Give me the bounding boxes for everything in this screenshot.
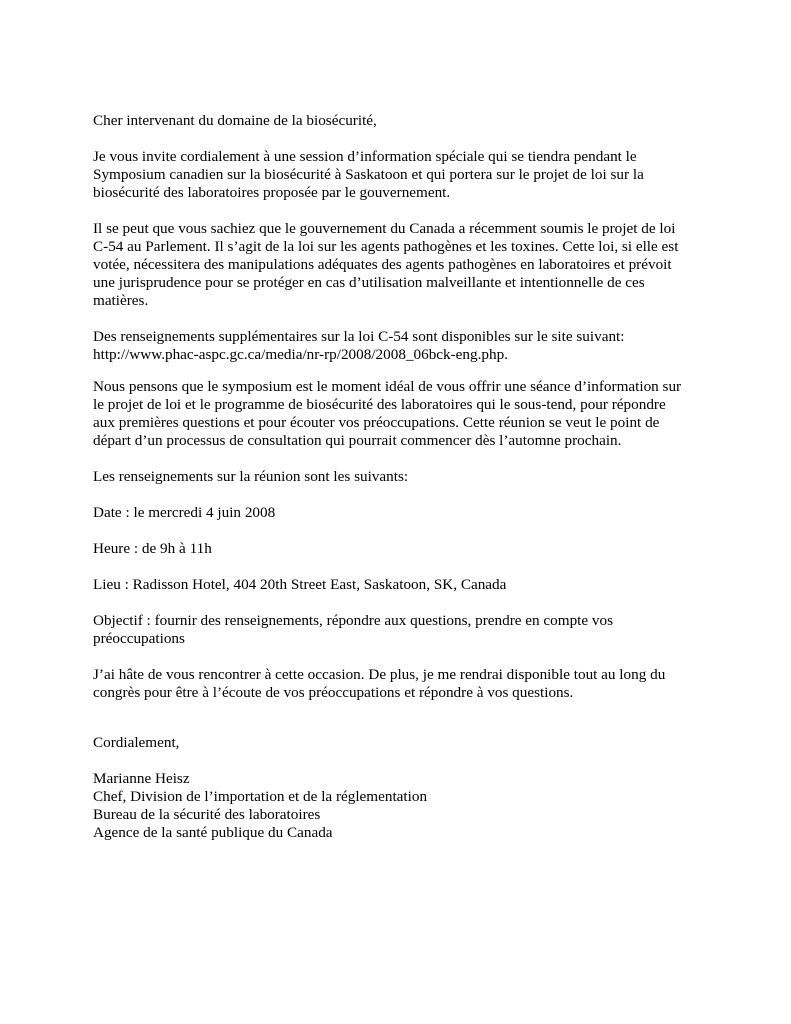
text-line: départ d’un processus de consultation qui pourrait commencer dès l’automne prochain.	[93, 432, 622, 449]
signature-bureau: Bureau de la sécurité des laboratoires	[93, 806, 321, 823]
text-line: Des renseignements supplémentaires sur la loi C-54 sont disponibles sur le site suivant:	[93, 328, 625, 345]
text-line: biosécurité des laboratoires proposée par le gouvernement.	[93, 184, 451, 201]
salutation: Cordialement,	[93, 734, 180, 751]
text-line: J’ai hâte de vous rencontrer à cette occasion. De plus, je me rendrai disponible tout au long du	[93, 666, 666, 683]
meeting-intro: Les renseignements sur la réunion sont les suivants:	[93, 468, 409, 485]
meeting-objective	[93, 612, 723, 648]
signature-agency: Agence de la santé publique du Canada	[93, 824, 333, 841]
text-line: Symposium canadien sur la biosécurité à Saskatoon et qui portera sur le projet de loi sur la	[93, 166, 644, 183]
text-line: C-54 au Parlement. Il s’agit de la loi sur les agents pathogènes et les toxines. Cette loi, si elle est	[93, 238, 679, 255]
letter-body	[93, 112, 723, 842]
more-info-paragraph	[93, 328, 723, 364]
meeting-date: Date : le mercredi 4 juin 2008	[93, 504, 276, 521]
greeting: Cher intervenant du domaine de la biosécurité,	[93, 112, 377, 129]
text-line: Objectif : fournir des renseignements, répondre aux questions, prendre en compte vos	[93, 612, 614, 629]
text-line: congrès pour être à l’écoute de vos préoccupations et répondre à vos questions.	[93, 684, 574, 701]
meeting-time: Heure : de 9h à 11h	[93, 540, 212, 557]
signature-name: Marianne Heisz	[93, 770, 190, 787]
invitation-paragraph	[93, 148, 723, 202]
text-line: le projet de loi et le programme de biosécurité des laboratoires qui le sous-tend, pour répondre	[93, 396, 666, 413]
text-line: votée, nécessitera des manipulations adéquates des agents pathogènes en laboratoires et prévoit	[93, 256, 672, 273]
text-line: préoccupations	[93, 630, 185, 647]
text-line: Nous pensons que le symposium est le moment idéal de vous offrir une séance d’information sur	[93, 378, 682, 395]
text-line: Je vous invite cordialement à une session d’information spéciale qui se tiendra pendant le	[93, 148, 637, 165]
text-line: aux premières questions et pour écouter vos préoccupations. Cette réunion se veut le point de	[93, 414, 660, 431]
bill-paragraph	[93, 220, 723, 310]
closing-paragraph	[93, 666, 723, 702]
meeting-place: Lieu : Radisson Hotel, 404 20th Street East, Saskatoon, SK, Canada	[93, 576, 507, 593]
text-line: Il se peut que vous sachiez que le gouvernement du Canada a récemment soumis le projet de loi	[93, 220, 676, 237]
text-line: matières.	[93, 292, 149, 309]
info-url: http://www.phac-aspc.gc.ca/media/nr-rp/2008/2008_06bck-eng.php.	[93, 346, 508, 363]
signature-title: Chef, Division de l’importation et de la réglementation	[93, 788, 428, 805]
symposium-paragraph	[93, 378, 723, 450]
signature-block	[93, 770, 723, 842]
text-line: une jurisprudence pour se protéger en cas d’utilisation malveillante et intentionnelle de ces	[93, 274, 645, 291]
